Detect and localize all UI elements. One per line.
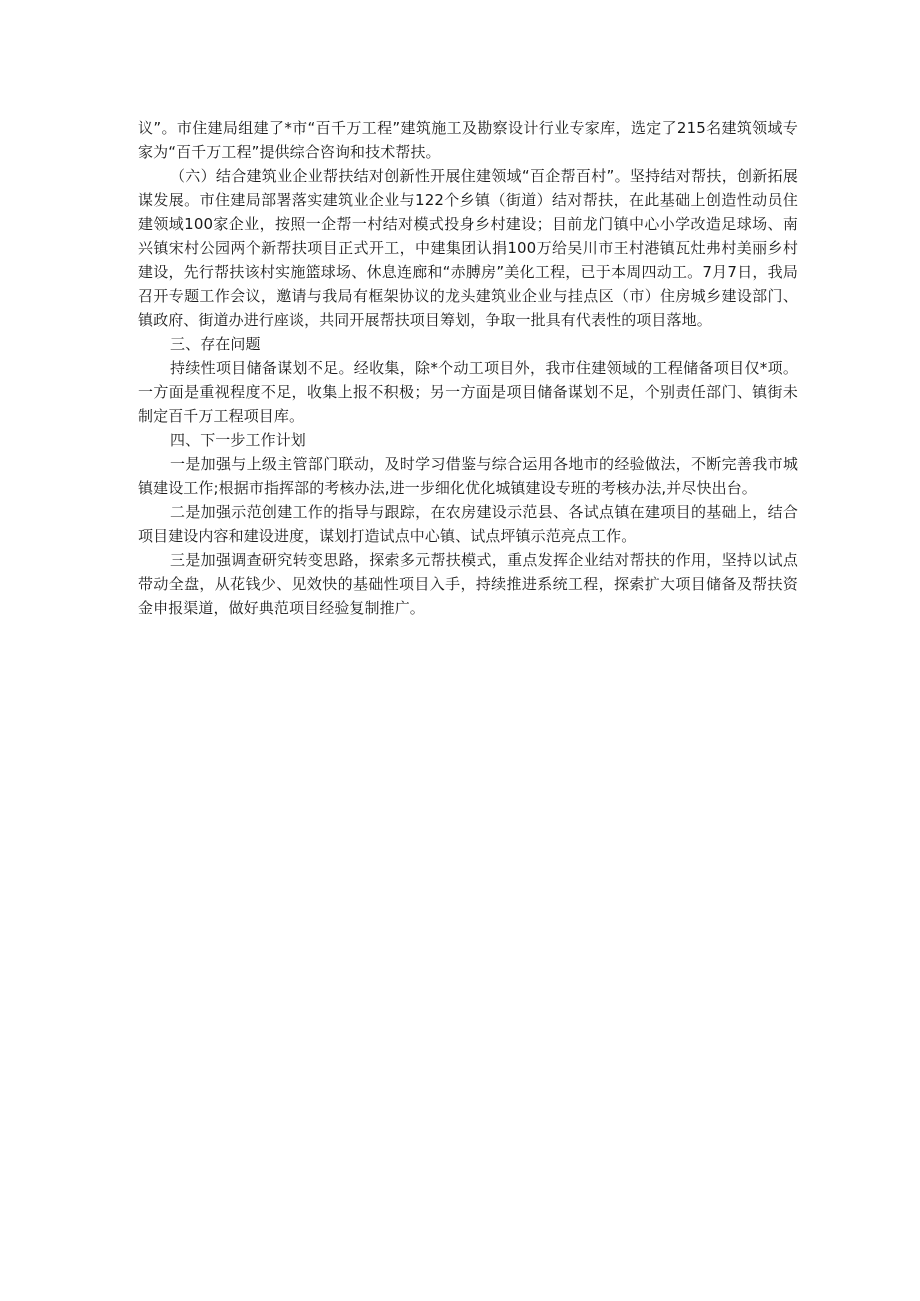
section-heading-problems: 三、存在问题 xyxy=(170,335,261,353)
paragraph-plan-one: 一是加强与上级主管部门联动，及时学习借鉴与综合运用各地市的经验做法，不断完善我市城镇建设工作;根据市指挥部的考核办法,进一步细化优化城镇建设专班的考核办法,并尽快出台。 xyxy=(138,455,798,497)
paragraph-plan-three: 三是加强调查研究转变思路，探索多元帮扶模式，重点发挥企业结对帮扶的作用，坚持以试点带动全盘，从花钱少、见效快的基础性项目入手，持续推进系统工程，探索扩大项目储备及帮扶资金申报渠道，做好典范项目经验复制推广。 xyxy=(138,551,798,617)
paragraph-bai-qi-bang-bai-cun: （六）结合建筑业企业帮扶结对创新性开展住建领域“百企帮百村”。坚持结对帮扶，创新拓展谋发展。市住建局部署落实建筑业企业与122个乡镇（街道）结对帮扶，在此基础上创造性动员住建领域100家企业，按照一企帮一村结对模式投身乡村建设；目前龙门镇中心小学改造足球场、南兴镇宋村公园两个新帮扶项目正式开工，中建集团认捐100万给吴川市王村港镇瓦灶弗村美丽乡村建设，先行帮扶该村实施篮球场、休息连廊和“赤膊房”美化工程，已于本周四动工。7月7日，我局召开专题工作会议，邀请与我局有框架协议的龙头建筑业企业与挂点区（市）住房城乡建设部门、镇政府、街道办进行座谈，共同开展帮扶项目筹划，争取一批具有代表性的项目落地。 xyxy=(138,167,798,329)
paragraph-problems: 持续性项目储备谋划不足。经收集，除*个动工项目外，我市住建领域的工程储备项目仅*项。一方面是重视程度不足，收集上报不积极；另一方面是项目储备谋划不足，个别责任部门、镇街未制定百千万工程项目库。 xyxy=(138,359,798,425)
paragraph-plan-two: 二是加强示范创建工作的指导与跟踪，在农房建设示范县、各试点镇在建项目的基础上，结合项目建设内容和建设进度，谋划打造试点中心镇、试点坪镇示范亮点工作。 xyxy=(138,503,798,545)
paragraph-continued: 议”。市住建局组建了*市“百千万工程”建筑施工及勘察设计行业专家库，选定了215名建筑领域专家为“百千万工程”提供综合咨询和技术帮扶。 xyxy=(138,119,798,161)
document-body xyxy=(138,116,798,620)
section-heading-next-steps: 四、下一步工作计划 xyxy=(170,431,306,449)
